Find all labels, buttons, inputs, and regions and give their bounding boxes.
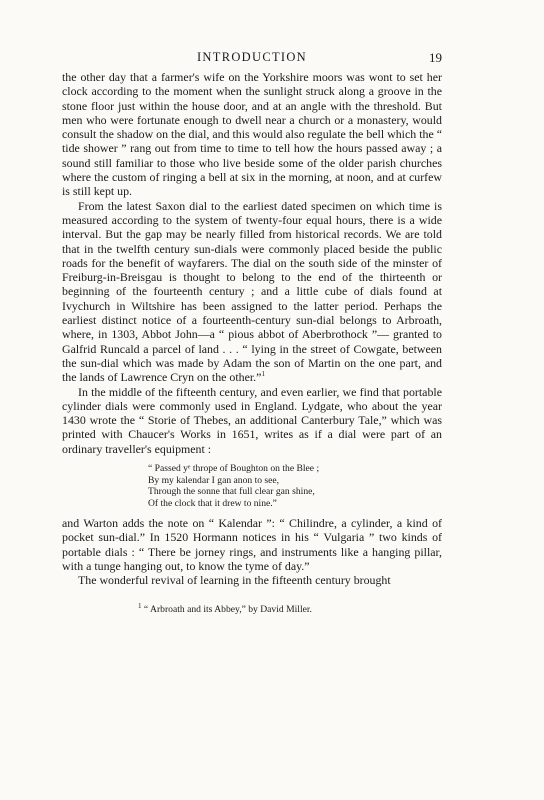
page-header <box>62 50 442 70</box>
paragraph: The wonderful revival of learning in the fifteenth century brought <box>78 573 391 588</box>
running-head: INTRODUCTION <box>196 50 308 64</box>
paragraph: the other day that a farmer's wife on the Yorkshire moors was wont to set her clock according to the moment when the sunlight struck along a groove in the stone floor just within the house door, and at an angle with the threshold. But men who were fortunate enough to dwell near a church or a monastery, would consult the shadow on the dial, and this would also regulate the bell which the “ tide shower ” rang out from time to time to tell how the hours passed away ; a sound still familiar to those who live beside some of the older parish churches where the custom of ringing a bell at six in the morning, at noon, and at curfew is still kept up. <box>62 70 442 199</box>
footnote-text: “ Arbroath and its Abbey,” by David Miller. <box>143 603 312 615</box>
paragraph-text: From the latest Saxon dial to the earliest dated specimen on which time is measured according to the system of twenty-four equal hours, there is a wide interval. But the gap may be nearly filled from historical records. We are told that in the twelfth century sun-dials were commonly placed beside the public roads for the benefit of wayfarers. The dial on the south side of the minster of Freiburg-in-Breisgau is thought to belong to the end of the thirteenth or beginning of the fourteenth century ; and a little cube of dials found at Ivychurch in Wiltshire has been assigned to the latter period. Perhaps the earliest distinct notice of a fourteenth-century sun-dial belongs to Arbroath, where, in 1303, Abbot John—a “ pious abbot of Aberbrothock ”— granted to Galfrid Runcald a parcel of land . . . “ lying in the street of Cowgate, between the sun-dial which was made by Adam the son of Martin on the one part, and the lands of Lawrence Cryn on the other.” <box>62 198 442 385</box>
paragraph <box>62 199 442 385</box>
verse-line: Through the sonne that full clear gan shine, <box>148 486 315 498</box>
verse-quotation <box>148 463 442 509</box>
footnote-number: 1 <box>138 601 142 610</box>
paragraph: In the middle of the fifteenth century, and even earlier, we find that portable cylinder dials were commonly used in England. Lydgate, who about the year 1430 wrote the “ Storie of Thebes, an additional Canterbury Tale,” which was printed with Chaucer's Works in 1651, writes as if a dial were part of an ordinary traveller's equipment : <box>62 384 442 456</box>
paragraph: and Warton adds the note on “ Kalendar ”: “ Chilindre, a cylinder, a kind of pocket sun-dial.” In 1520 Hormann notices in his “ Vulgaria ” two kinds of portable dials : “ There be jorney rings, and instruments like a hanging pillar, with a tunge hanging out, to know the tyme of day.” <box>62 516 442 573</box>
verse-line: Of the clock that it drew to nine.” <box>148 497 277 509</box>
body-text <box>62 70 442 588</box>
verse-line: “ Passed yᵉ thrope of Boughton on the Blee ; <box>148 463 320 475</box>
footnote <box>62 601 442 616</box>
verse-line: By my kalendar I gan anon to see, <box>148 474 280 486</box>
footnote-marker: 1 <box>261 370 265 379</box>
page-number: 19 <box>429 50 442 65</box>
book-page <box>62 50 442 616</box>
